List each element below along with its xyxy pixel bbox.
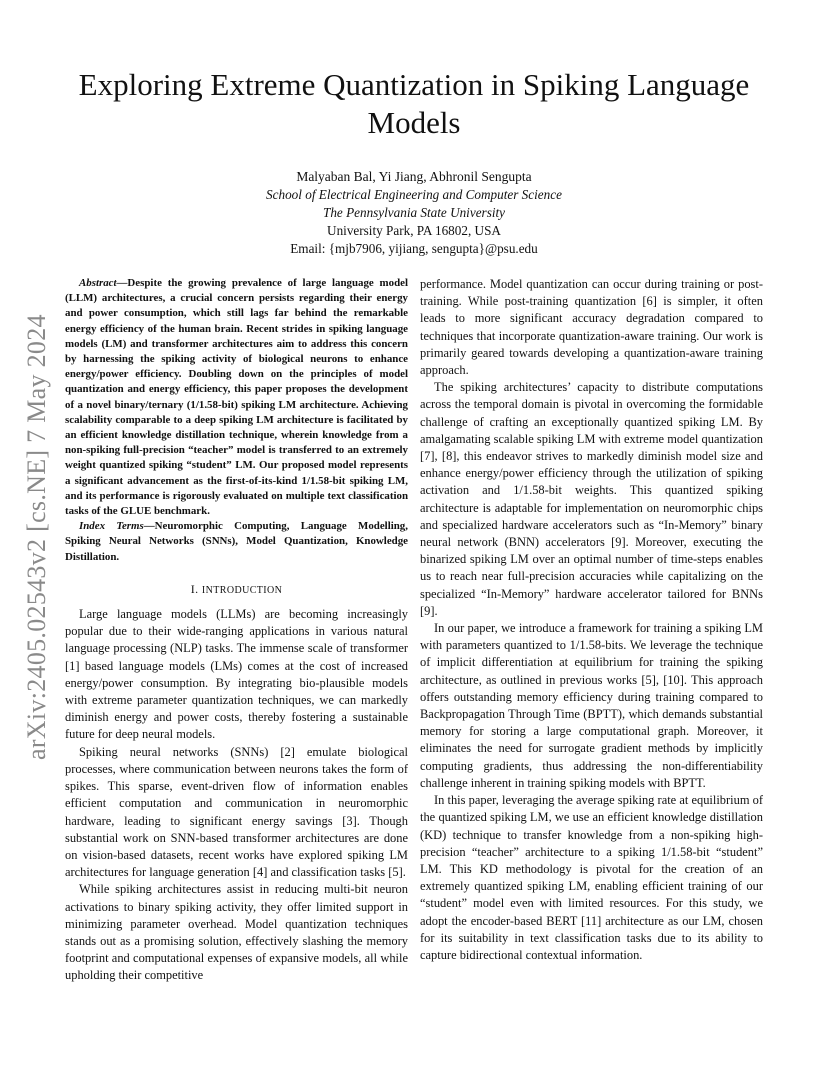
body-paragraph: performance. Model quantization can occur during training or post-training. While post-training quantization [6] is simpler, it often leads to more significant accuracy degradation compared to techniques that incorporate quantization-aware training. Our work is primarily geared towards developing a quantization-aware training approach. [420,277,763,378]
section-number: I. [190,581,202,596]
right-column [420,276,763,964]
author-list: Malyaban Bal, Yi Jiang, Abhronil Sengupta [296,169,532,184]
paper-header [60,66,768,258]
affiliation-location: University Park, PA 16802, USA [327,223,501,238]
arxiv-identifier-stamp: arXiv:2405.02543v2 [cs.NE] 7 May 2024 [22,314,51,760]
body-paragraph: Spiking neural networks (SNNs) [2] emulate biological processes, where communication between neurons takes the form of spikes. This sparse, event-driven flow of information enables efficient computation and communication in neuromorphic hardware, leading to significant energy savings [3]. Though substantial work on SNN-based transformer architectures are done on vision-based datasets, recent works have explored spiking LM architectures for language generation [4] and classification tasks [5]. [65,744,408,880]
affiliation-university: The Pennsylvania State University [322,205,506,220]
body-paragraph: The spiking architectures’ capacity to distribute computations across the temporal domain is pivotal in overcoming the formidable challenge of crafting an exceptionally quantized spiking LM. By amalgamating scalable spiking LM with extreme model quantization [7], [8], this endeavor strives to markedly diminish model size and enhance energy/power efficiency through the utilization of spiking activation and 1/1.58-bit weights. This quantized spiking architecture is adaptable for implementation on neuromorphic chips and specialized hardware accelerators such as “In-Memory” binary neural network (BNN) accelerators [9]. Moreover, executing the binarized spiking LM over an optimal number of time-steps enables us to reach near full-precision accuracies while capitalizing on the specialized “In-Memory” hardware accelerator tailored for BNNs [9]. [420,380,763,618]
body-paragraph: In our paper, we introduce a framework for training a spiking LM with parameters quantized to 1/1.58-bits. We leverage the technique of implicit differentiation at equilibrium for training the spiking architecture, as outlined in previous works [5], [10]. This approach offers outstanding memory efficiency during training compared to Backpropagation Through Time (BPTT), which demands substantial memory for storing a large computational graph. Moreover, it eliminates the need for surrogate gradient methods by implicitly computing gradients, thus addressing the non-differentiability challenge inherent in training spiking models with BPTT. [420,621,763,790]
body-paragraph: While spiking architectures assist in reducing multi-bit neuron activations to binary spiking activity, they offer limited support in minimizing parameter overhead. Model quantization techniques stands out as a promising solution, effectively slashing the memory footprint and computational expenses of expansive models, all while upholding their competitive [65,882,408,983]
body-paragraph: In this paper, leveraging the average spiking rate at equilibrium of the quantized spiking LM, we use an efficient knowledge distillation (KD) technique to transfer knowledge from a non-spiking high-precision “teacher” architecture to a spiking 1/1.58-bit “student” LM. This KD methodology is pivotal for the creation of an extremely quantized spiking LM, enabling efficient training of our “student” model even with limited resources. For this study, we adopt the encoder-based BERT [11] architecture as our LM, chosen for its suitability in text classification tasks due to its ability to capture bidirectional contextual information. [420,793,763,962]
section-title: INTRODUCTION [201,584,283,596]
index-terms-label: Index Terms [79,520,144,533]
abstract-label: Abstract [79,277,117,289]
body-paragraph: Large language models (LLMs) are becoming increasingly popular due to their wide-ranging applications in various natural language processing (NLP) tasks. The immense scale of transformer [1] based language models (LMs) comes at the cost of increased energy/power consumption. By integrating bio-plausible models with extreme parameter quantization techniques, we can markedly diminish energy and power costs, thereby fostering a sustainable future for deep neural models. [65,607,408,742]
abstract-text: —Despite the growing prevalence of large language model (LLM) architectures, a crucial concern persists regarding their energy and power consumption, which still lags far behind the remarkable energy efficiency of the human brain. Recent strides in spiking language models (LM) and transformer architectures aim to address this concern by harnessing the spiking activity of biological neurons to enhance energy/power efficiency. Doubling down on the principles of model quantization and energy efficiency, this paper proposes the development of a novel binary/ternary (1/1.58-bit) spiking LM architecture. Achieving scalability comparable to a deep spiking LM architecture is facilitated by an efficient knowledge distillation technique, wherein knowledge from a non-spiking full-precision “teacher” model is transferred to an extremely weight quantized spiking “student” LM. Our proposed model represents a significant advancement as the first-of-its-kind 1/1.58-bit spiking LM, and its performance is rigorously evaluated on multiple text classification tasks of the GLUE benchmark. [65,277,408,518]
author-email: Email: {mjb7906, yijiang, sengupta}@psu.edu [290,241,538,256]
index-terms-text: —Neuromorphic Computing, Language Modelling, Spiking Neural Networks (SNNs), Model Quantization, Knowledge Distillation. [65,520,408,563]
abstract [65,276,408,519]
index-terms [65,519,408,565]
section-heading-introduction [65,581,408,599]
affiliation-school: School of Electrical Engineering and Computer Science [266,187,562,202]
paper-title: Exploring Extreme Quantization in Spiking Language Models [78,67,750,140]
left-column [65,276,408,985]
